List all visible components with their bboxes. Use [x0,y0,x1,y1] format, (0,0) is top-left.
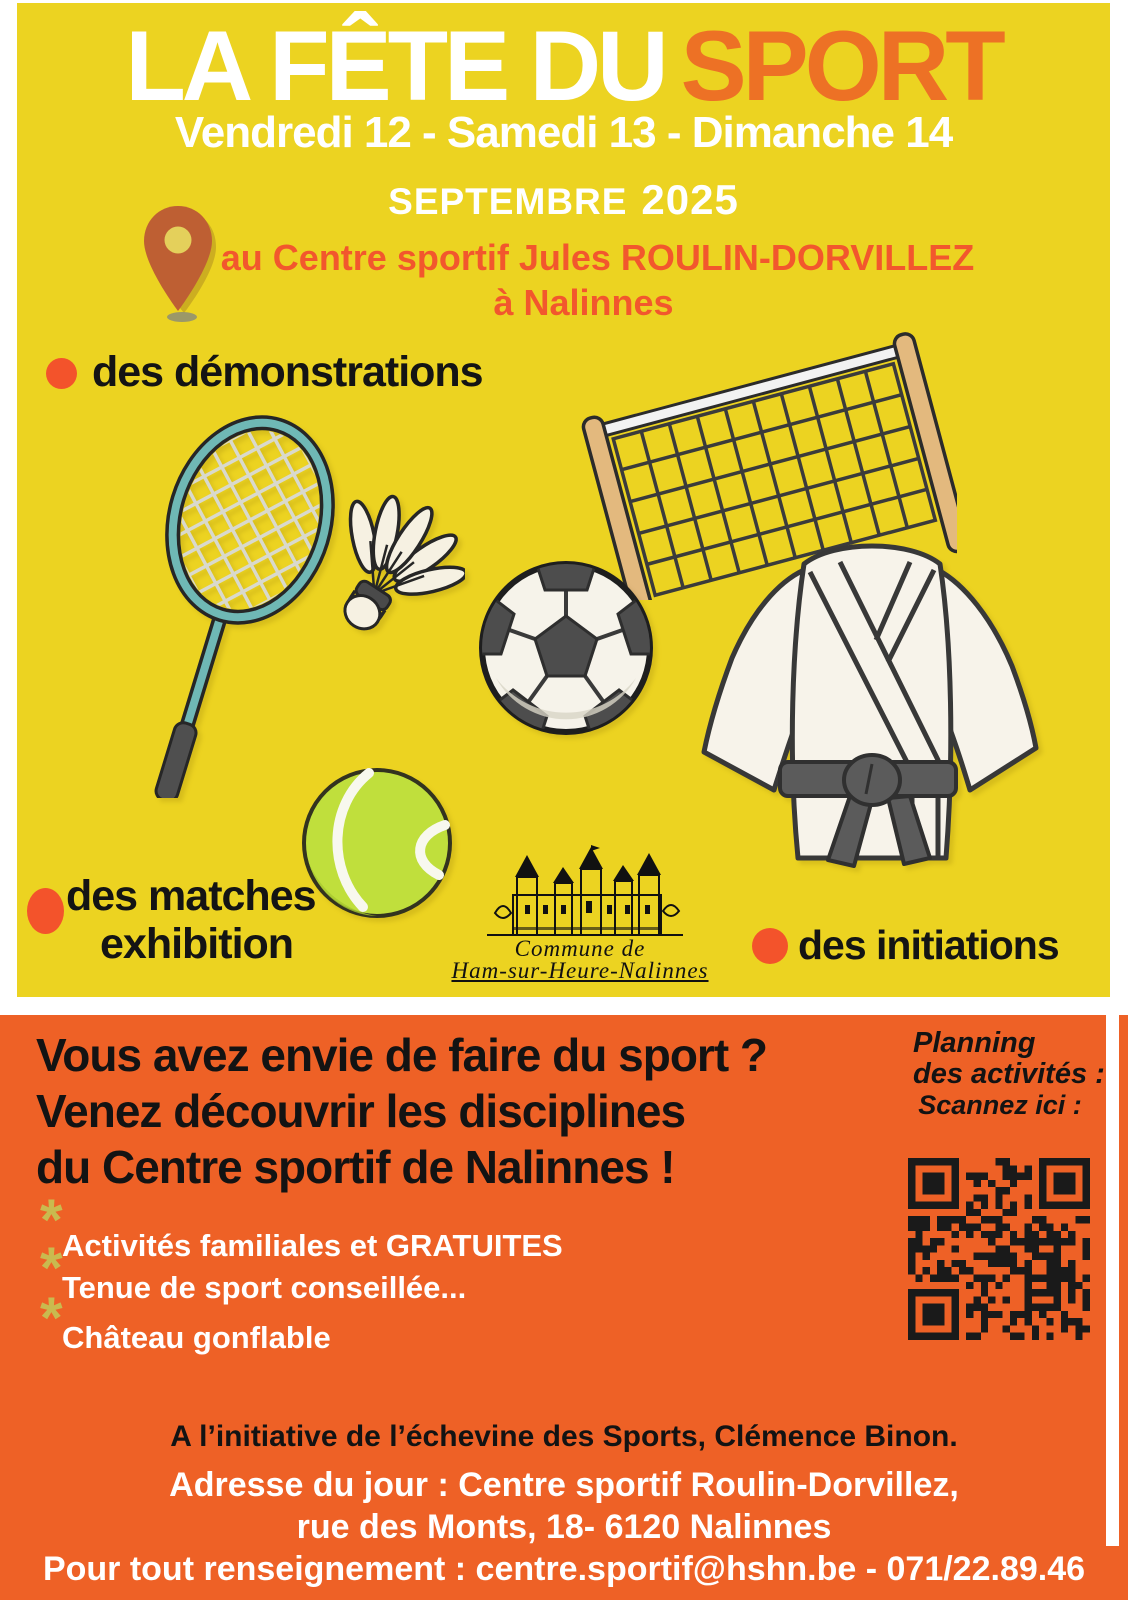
initiative-line: A l’initiative de l’échevine des Sports, Clémence Binon. [170,1420,958,1453]
judo-gi-illustration [682,524,1057,879]
feature-matches-line2: exhibition [100,920,294,968]
contact-line: Pour tout renseignement : centre.sportif@hshn.be - 071/22.89.46 [42,1550,1086,1588]
venue-line-1: au Centre sportif Jules ROULIN-DORVILLEZ [220,237,975,278]
dates-line: Vendredi 12 - Samedi 13 - Dimanche 14 [174,108,953,157]
address-line-2: rue des Monts, 18- 6120 Nalinnes [296,1508,832,1546]
poster-title [17,10,1110,121]
perk-item: Tenue de sport conseillée... [62,1270,467,1305]
month-label: SEPTEMBRE [388,181,628,222]
feature-initiations: des initiations [798,922,1059,968]
bullet-dot-matches [27,888,64,934]
perk-item: Activités familiales et GRATUITES [62,1228,563,1263]
address-line-1: Adresse du jour : Centre sportif Roulin-Dorvillez, [169,1466,959,1504]
title-main: LA FÊTE DU [125,10,665,121]
shuttlecock-illustration [330,478,465,646]
bullet-dot-initiations [752,928,788,964]
commune-label-line1: Commune de [514,936,646,961]
promo-line-1: Vous avez envie de faire du sport ? [36,1029,768,1081]
planning-label-line1: Planning [913,1027,1036,1059]
promo-line-2: Venez découvrir les disciplines [36,1085,686,1137]
title-accent: SPORT [680,10,1002,121]
soccer-ball-illustration [476,558,656,738]
scan-here-label: Scannez ici : [918,1090,1082,1120]
badminton-racket-illustration [138,398,358,798]
commune-castle-logo [485,843,685,938]
qr-code [908,1158,1090,1340]
asterisk-icon: * [40,1236,63,1301]
feature-matches-line1: des matches [66,872,316,920]
year-label: 2025 [641,176,739,223]
tennis-ball-illustration [299,765,455,921]
planning-label-line2: des activités : [913,1058,1105,1090]
commune-label-line2: Ham-sur-Heure-Nalinnes [451,958,709,983]
planning-label [913,1028,1105,1090]
perk-item: Château gonflable [62,1320,331,1355]
venue-line-2: à Nalinnes [493,282,674,323]
feature-demonstrations: des démonstrations [92,348,483,396]
bullet-dot-demonstrations [46,358,77,389]
asterisk-icon: * [40,1188,63,1253]
asterisk-icon: * [40,1286,63,1351]
promo-line-3: du Centre sportif de Nalinnes ! [36,1141,675,1193]
